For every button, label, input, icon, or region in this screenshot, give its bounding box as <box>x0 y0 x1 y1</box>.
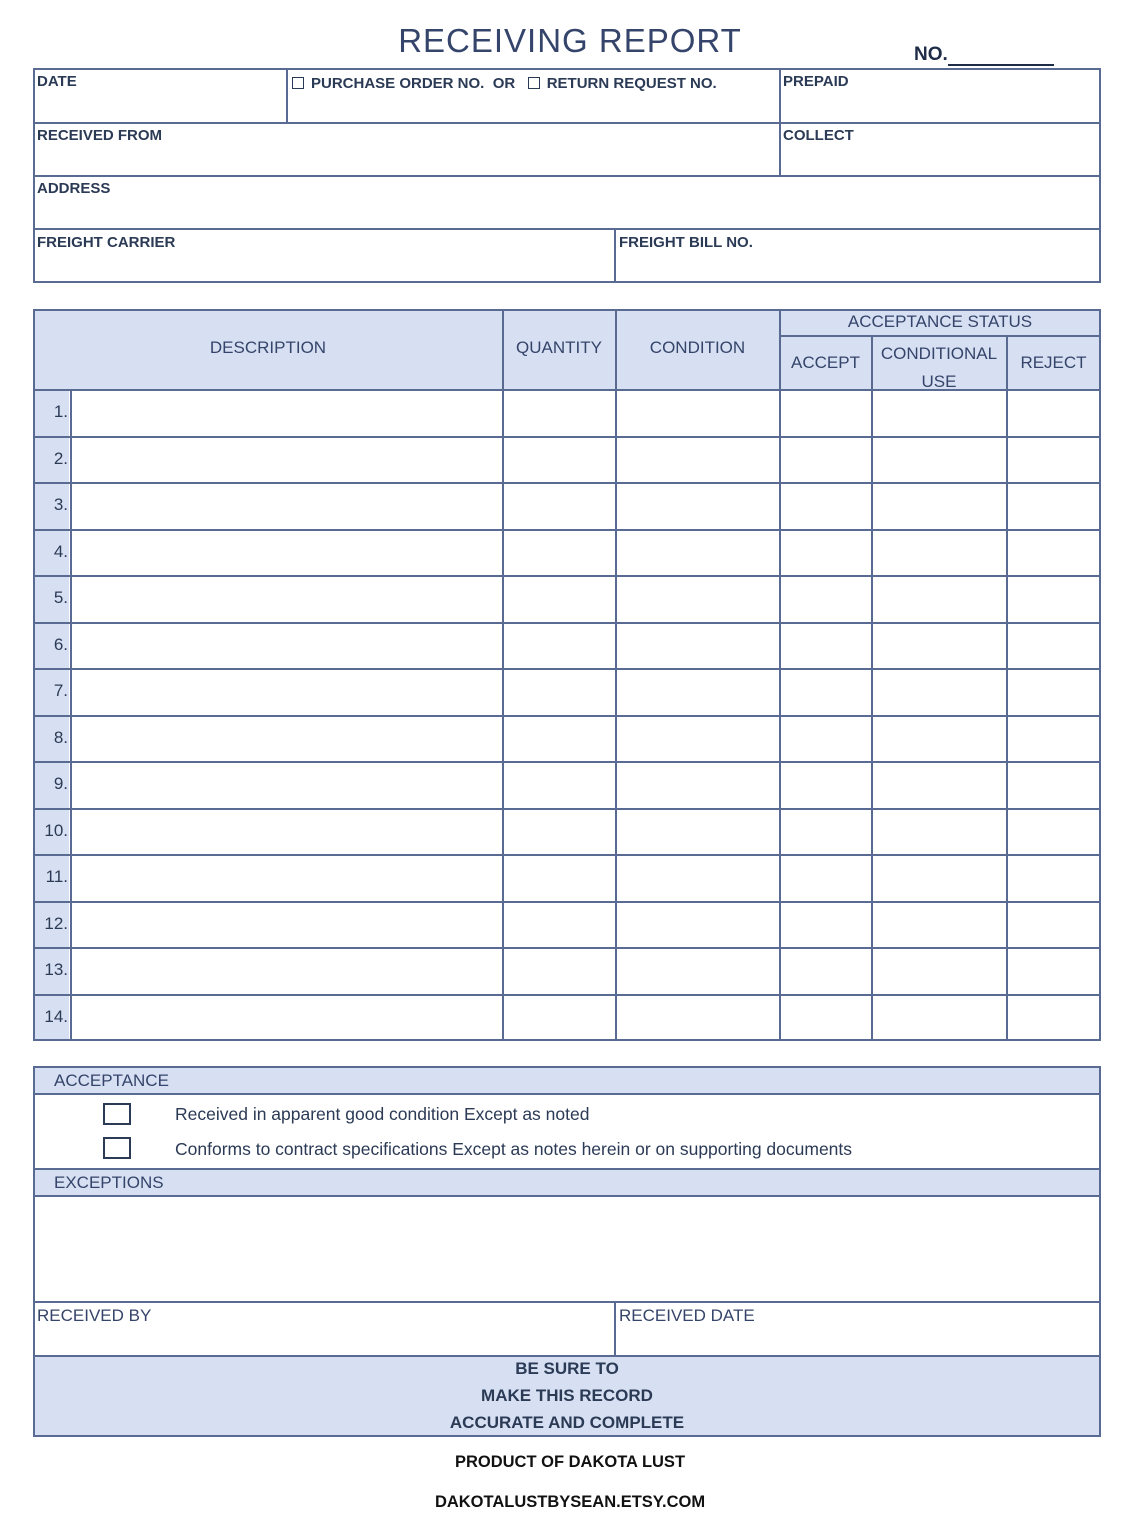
website-link[interactable]: DAKOTALUSTBYSEAN.ETSY.COM <box>434 1493 706 1511</box>
conforms-label: Conforms to contract specifications Except as notes herein or on supporting documents <box>175 1139 853 1159</box>
row-number: 10. <box>44 820 68 840</box>
purchase-order-checkbox[interactable] <box>292 77 304 89</box>
condition-header: CONDITION <box>649 338 746 357</box>
freight-carrier-field[interactable]: FREIGHT CARRIER <box>37 234 176 251</box>
collect-field[interactable]: COLLECT <box>783 127 854 144</box>
row-number: 1. <box>53 402 68 421</box>
row-number: 12. <box>44 913 68 933</box>
acceptance-status-header: ACCEPTANCE STATUS <box>847 312 1033 331</box>
row-number: 6. <box>53 634 68 654</box>
quantity-header: QUANTITY <box>516 338 602 357</box>
accept-header: ACCEPT <box>791 353 860 372</box>
exceptions-field[interactable] <box>35 1197 1099 1300</box>
return-request-label: RETURN REQUEST NO. <box>546 75 717 92</box>
row-number: 13. <box>44 960 68 979</box>
reject-header: REJECT <box>1020 353 1087 372</box>
good-condition-label: Received in apparent good condition Except as noted <box>175 1104 590 1124</box>
conforms-checkbox[interactable] <box>103 1137 131 1159</box>
reminder-line-2: MAKE THIS RECORD <box>481 1386 653 1405</box>
exceptions-heading: EXCEPTIONS <box>54 1173 164 1192</box>
conditional-use-line1: CONDITIONAL <box>880 344 998 363</box>
date-field[interactable]: DATE <box>37 73 77 90</box>
good-condition-checkbox[interactable] <box>103 1103 131 1125</box>
document-number-label: NO. <box>914 44 948 65</box>
purchase-order-label: PURCHASE ORDER NO. <box>311 75 485 92</box>
address-field[interactable]: ADDRESS <box>37 180 111 197</box>
row-number: 3. <box>53 495 68 514</box>
prepaid-field[interactable]: PREPAID <box>783 73 849 90</box>
row-number: 7. <box>53 681 68 700</box>
or-label: OR <box>492 75 516 92</box>
received-by-field[interactable]: RECEIVED BY <box>37 1306 152 1325</box>
product-credit: PRODUCT OF DAKOTA LUST <box>454 1453 686 1471</box>
acceptance-heading: ACCEPTANCE <box>54 1071 169 1090</box>
conditional-use-line2: USE <box>921 372 957 391</box>
document-number-field[interactable] <box>948 46 1054 66</box>
freight-bill-field[interactable]: FREIGHT BILL NO. <box>619 234 753 251</box>
received-date-field[interactable]: RECEIVED DATE <box>619 1306 755 1325</box>
return-request-checkbox[interactable] <box>528 77 540 89</box>
items-table <box>33 309 1101 1041</box>
row-number: 9. <box>53 774 68 793</box>
row-number: 14. <box>44 1006 68 1026</box>
description-header: DESCRIPTION <box>209 338 327 357</box>
page-title: RECEIVING REPORT <box>398 22 742 59</box>
reminder-line-1: BE SURE TO <box>515 1359 619 1378</box>
row-number: 2. <box>53 448 68 468</box>
received-from-field[interactable]: RECEIVED FROM <box>37 127 163 144</box>
document-number <box>914 44 1054 66</box>
row-number: 11. <box>45 867 68 886</box>
reminder-line-3: ACCURATE AND COMPLETE <box>449 1413 685 1432</box>
row-number: 5. <box>53 588 68 607</box>
order-type-selector <box>292 75 717 92</box>
row-number: 8. <box>53 727 68 747</box>
row-number: 4. <box>53 541 68 561</box>
conditional-use-header <box>872 340 1006 396</box>
